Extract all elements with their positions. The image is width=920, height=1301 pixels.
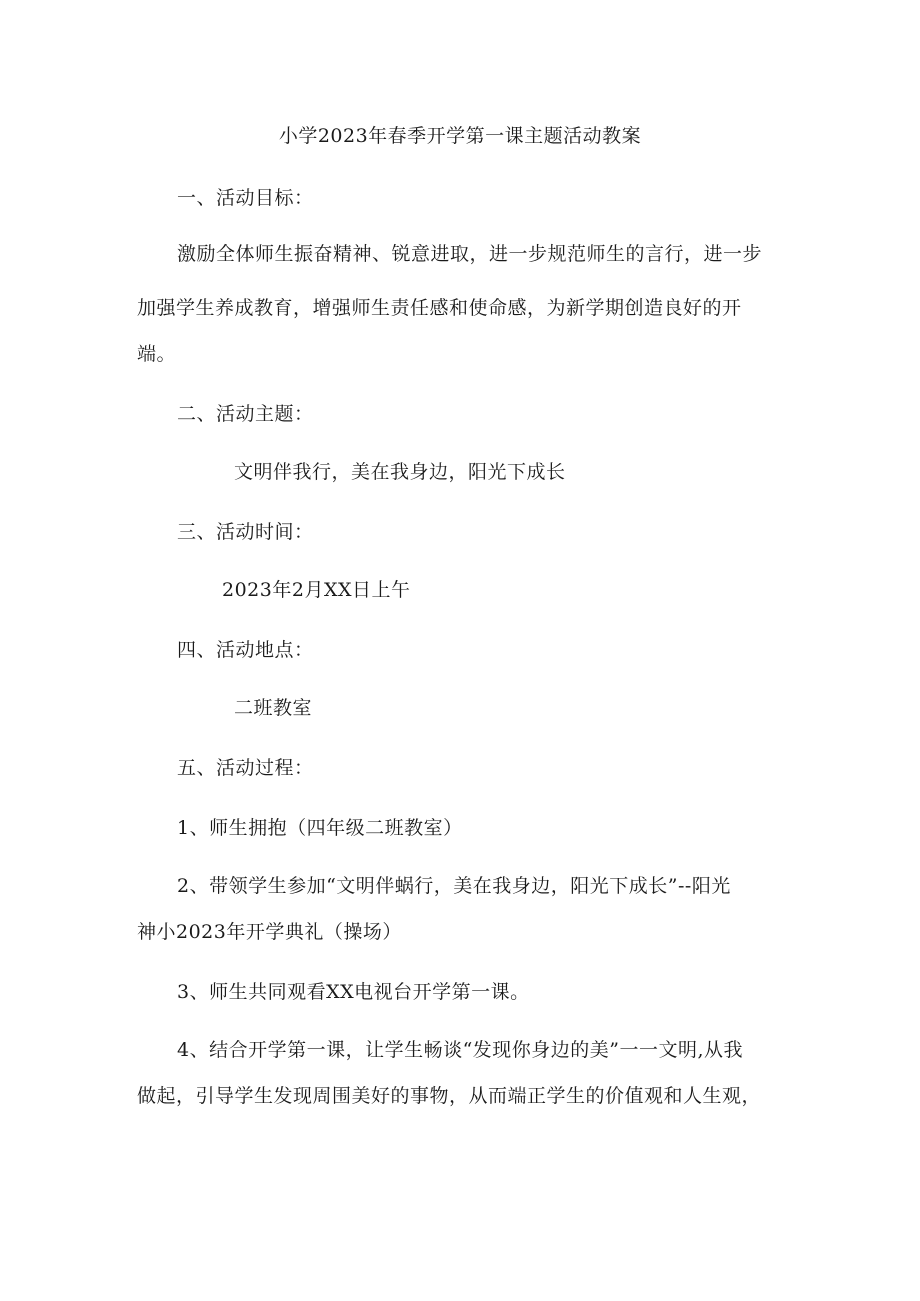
section-theme-heading: 二、活动主题： — [177, 403, 314, 425]
process-item-continuation: 神小2023年开学典礼（操场） — [137, 921, 402, 943]
process-item: 4、结合开学第一课，让学生畅谈“发现你身边的美”一一文明,从我 — [177, 1039, 744, 1061]
section-process-heading: 五、活动过程： — [177, 757, 314, 779]
process-item: 3、师生共同观看XX电视台开学第一课。 — [177, 981, 530, 1003]
process-item: 1、师生拥抱（四年级二班教室） — [177, 817, 463, 839]
goal-paragraph-line: 加强学生养成教育，增强师生责任感和使命感，为新学期创造良好的开 — [137, 297, 742, 319]
goal-paragraph-line: 激励全体师生振奋精神、锐意进取，进一步规范师生的言行，进一步 — [177, 243, 763, 265]
process-item-continuation: 做起，引导学生发现周围美好的事物，从而端正学生的价值观和人生观， — [137, 1085, 762, 1107]
process-item: 2、带领学生参加“文明伴蜗行，美在我身边，阳光下成长”--阳光 — [177, 875, 731, 897]
section-place-heading: 四、活动地点： — [177, 639, 314, 661]
document-title: 小学2023年春季开学第一课主题活动教案 — [278, 125, 642, 147]
theme-text: 文明伴我行，美在我身边，阳光下成长 — [234, 461, 566, 483]
time-text: 2023年2月XX日上午 — [222, 579, 411, 601]
goal-paragraph-line: 端。 — [137, 343, 177, 365]
section-goal-heading: 一、活动目标： — [177, 187, 314, 209]
place-text: 二班教室 — [234, 697, 313, 719]
section-time-heading: 三、活动时间： — [177, 521, 314, 543]
